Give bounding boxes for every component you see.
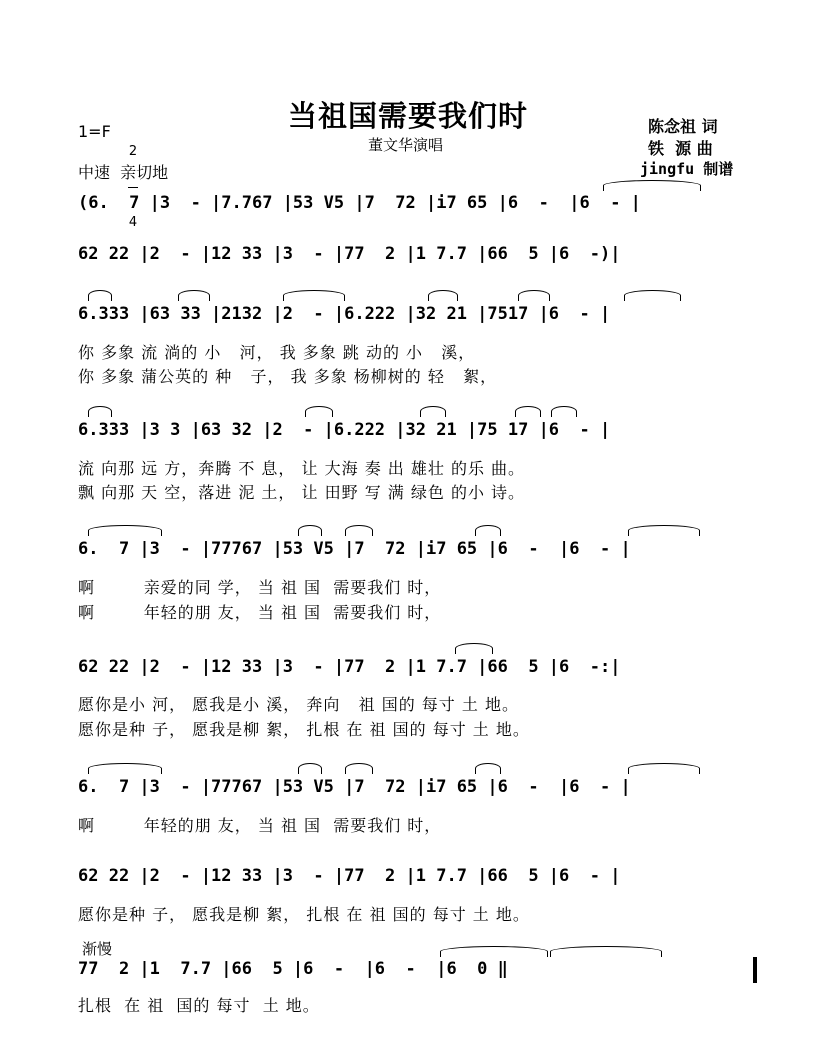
- notation-line: 62 22 |2 - |12 33 |3 - |77 2 |1 7.7 |66 5 |6 - |: [78, 866, 621, 886]
- slur-mark: [475, 525, 501, 536]
- tempo-marking: 中速 亲切地: [78, 163, 169, 182]
- lyric-line: 愿你是种 子， 愿我是柳 絮， 扎根 在 祖 国的 每寸 土 地。: [78, 720, 530, 739]
- slur-mark: [298, 763, 322, 774]
- tie-mark: [455, 643, 493, 654]
- slur-mark: [515, 406, 541, 417]
- notation-line: 6. 7 |3 - |77767 |53 V5 |7 72 |i7 65 |6 - |6 - |: [78, 777, 631, 797]
- notation-line: 62 22 |2 - |12 33 |3 - |77 2 |1 7.7 |66 5 |6 -:|: [78, 657, 621, 677]
- notation-line: 6.333 |63 33 |2132 |2 - |6.222 |32 21 |7517 |6 - |: [78, 304, 611, 324]
- lyric-line: 飘 向那 天 空，落进 泥 土， 让 田野 写 满 绿色 的小 诗。: [78, 483, 526, 502]
- time-top: 2: [128, 144, 138, 159]
- slur-mark: [298, 525, 322, 536]
- composer-credit: 铁 源 曲: [648, 139, 713, 158]
- lyric-line: 啊 年轻的朋 友， 当 祖 国 需要我们 时，: [78, 603, 442, 622]
- lyric-line: 你 多象 蒲公英的 种 子， 我 多象 杨柳树的 轻 絮，: [78, 367, 498, 386]
- time-divider: [128, 187, 138, 188]
- slur-mark: [624, 290, 681, 301]
- lyric-line: 流 向那 远 方，奔腾 不 息， 让 大海 奏 出 雄壮 的乐 曲。: [78, 459, 526, 478]
- slur-mark: [420, 406, 446, 417]
- lyric-line: 啊 年轻的朋 友， 当 祖 国 需要我们 时，: [78, 816, 442, 835]
- slur-mark: [518, 290, 550, 301]
- tie-mark: [88, 525, 162, 536]
- notation-line: (6. 7 |3 - |7.767 |53 V5 |7 72 |i7 65 |6 - |6 - |: [78, 193, 641, 213]
- singer-credit: 董文华演唱: [368, 136, 444, 154]
- time-bottom: 4: [128, 215, 138, 230]
- slur-mark: [88, 406, 112, 417]
- tie-mark: [550, 946, 662, 957]
- tie-mark: [603, 180, 701, 191]
- lyric-line: 你 多象 流 淌的 小 河， 我 多象 跳 动的 小 溪，: [78, 343, 476, 362]
- tie-mark: [88, 763, 162, 774]
- notation-line: 62 22 |2 - |12 33 |3 - |77 2 |1 7.7 |66 5 |6 -)|: [78, 244, 621, 264]
- notation-line: 77 2 |1 7.7 |66 5 |6 - |6 - |6 0 ‖: [78, 959, 508, 979]
- song-title: 当祖国需要我们时: [288, 99, 529, 133]
- notation-line: 6.333 |3 3 |63 32 |2 - |6.222 |32 21 |75 17 |6 - |: [78, 420, 611, 440]
- tie-mark: [440, 946, 548, 957]
- final-barline: [753, 957, 757, 983]
- slur-mark: [345, 525, 373, 536]
- slur-mark: [428, 290, 458, 301]
- lyric-line: 啊 亲爱的同 学， 当 祖 国 需要我们 时，: [78, 578, 442, 597]
- arranger-credit: jingfu 制谱: [640, 160, 734, 178]
- ritardando-marking: 渐慢: [82, 940, 113, 958]
- slur-mark: [345, 763, 373, 774]
- slur-mark: [475, 763, 501, 774]
- lyric-line: 愿你是种 子， 愿我是柳 絮， 扎根 在 祖 国的 每寸 土 地。: [78, 905, 530, 924]
- notation-line: 6. 7 |3 - |77767 |53 V5 |7 72 |i7 65 |6 - |6 - |: [78, 539, 631, 559]
- key-signature: 1=F: [78, 122, 111, 141]
- lyricist-credit: 陈念祖 词: [648, 117, 718, 136]
- lyric-line: 扎根 在 祖 国的 每寸 土 地。: [78, 996, 320, 1015]
- slur-mark: [305, 406, 333, 417]
- slur-mark: [283, 290, 345, 301]
- tie-mark: [628, 763, 700, 774]
- slur-mark: [178, 290, 210, 301]
- slur-mark: [551, 406, 577, 417]
- lyric-line: 愿你是小 河， 愿我是小 溪， 奔向 祖 国的 每寸 土 地。: [78, 695, 519, 714]
- slur-mark: [88, 290, 112, 301]
- tie-mark: [628, 525, 700, 536]
